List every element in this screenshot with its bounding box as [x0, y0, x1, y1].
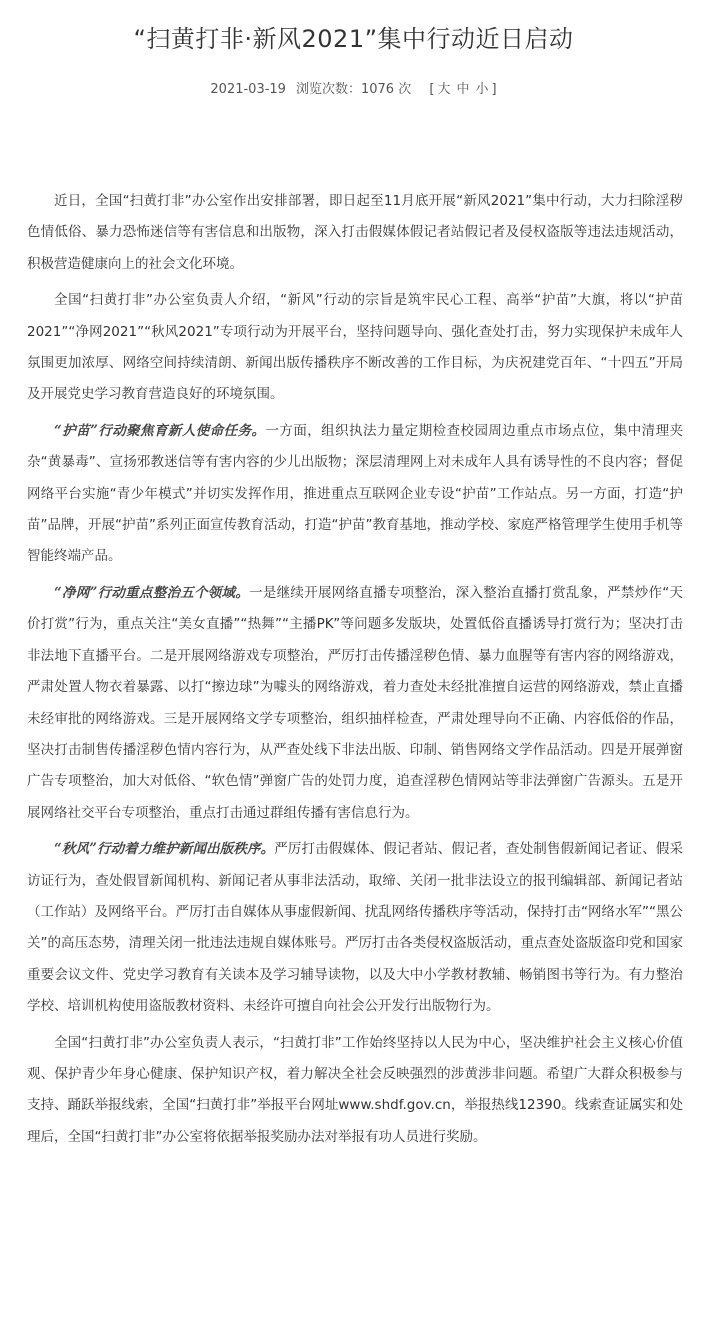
font-size-large-button[interactable]: 大: [437, 82, 451, 97]
paragraph-lead: “护苗”行动聚焦育新人使命任务。: [54, 422, 266, 439]
publish-date: 2021-03-19: [210, 82, 286, 97]
views-unit: 次: [398, 82, 412, 97]
paragraph: [27, 1028, 683, 1154]
font-size-control: [429, 80, 496, 100]
paragraph-text: 一方面，组织执法力量定期检查校园周边重点市场点位，集中清理夹杂“黄暴毒”、宣扬邪教迷信等有害内容的少儿出版物；深层清理网上对未成年人具有诱导性的不良内容；督促网络平台实施“青少年模式”并切实发挥作用，推进重点互联网企业专设“护苗”工作站点。另一方面，打造“护苗”品牌，开展“护苗”系列正面宣传教育活动，打造“护苗”教育基地，推动学校、家庭严格管理学生使用手机等智能终端产品。: [27, 422, 683, 565]
article-title: “扫黄打非·新风2021”集中行动近日启动: [133, 25, 574, 53]
paragraph: [27, 834, 683, 1022]
font-size-medium-button[interactable]: 中: [456, 82, 470, 97]
paragraph: [27, 416, 683, 573]
article-meta: [0, 80, 707, 100]
paragraph-text: 严厉打击假媒体、假记者站、假记者，查处制售假新闻记者证、假采访证行为，查处假冒新闻机构、新闻记者从事非法活动，取缔、关闭一批非法设立的报刊编辑部、新闻记者站（工作站）及网络平台。严厉打击自媒体从事虚假新闻、扰乱网络传播秩序等活动，保持打击“网络水军”“黑公关”的高压态势，清理关闭一批违法违规自媒体账号。严厉打击各类侵权盗版活动，重点查处盗版盗印党和国家重要会议文件、党史学习教育有关读本及学习辅导读物，以及大中小学教材教辅、畅销图书等行为。有力整治学校、培训机构使用盗版教材资料、未经许可擅自向社会公开发行出版物行为。: [27, 841, 684, 1015]
views-count: 1076: [360, 82, 395, 97]
views-label: 浏览次数：: [295, 82, 361, 97]
paragraph-lead: “净网”行动重点整治五个领域。: [54, 584, 250, 601]
paragraph: [27, 285, 683, 411]
font-size-small-button[interactable]: 小: [475, 82, 489, 97]
paragraph-text: 近日，全国“扫黄打非”办公室作出安排部署，即日起至11月底开展“新风2021”集中行动，大力扫除淫秽色情低俗、暴力恐怖迷信等有害信息和出版物，深入打击假媒体假记者站假记者及侵权盗版等违法违规活动，积极营造健康向上的社会文化环境。: [27, 193, 683, 272]
paragraph: [27, 186, 683, 280]
paragraph-text: 全国“扫黄打非”办公室负责人介绍，“新风”行动的宗旨是筑牢民心工程、高举“护苗”大旗，将以“护苗2021”“净网2021”“秋风2021”专项行动为开展平台，坚持问题导向、强化查处打击，努力实现保护未成年人氛围更加浓厚、网络空间持续清朗、新闻出版传播秩序不断改善的工作目标，为庆祝建党百年、“十四五”开局及开展党史学习教育营造良好的环境氛围。: [27, 292, 683, 403]
font-size-bracket-open: [: [429, 82, 435, 97]
paragraph-lead: “秋风”行动着力维护新闻出版秩序。: [54, 841, 275, 858]
paragraph-text: 全国“扫黄打非”办公室负责人表示，“扫黄打非”工作始终坚持以人民为中心，坚决维护社会主义核心价值观、保护青少年身心健康、保护知识产权，着力解决全社会反映强烈的涉黄涉非问题。希望广大群众积极参与支持、踊跃举报线索，全国“扫黄打非”举报平台网址www.shdf.gov.cn，举报热线12390。线索查证属实和处理后，全国“扫黄打非”办公室将依据举报奖励办法对举报有功人员进行奖励。: [27, 1034, 683, 1145]
paragraph-text: 一是继续开展网络直播专项整治，深入整治直播打赏乱象，严禁炒作“天价打赏”行为，重点关注“美女直播”“热舞”“主播PK”等问题多发版块，处置低俗直播诱导打赏行为；坚决打击非法地下直播平台。二是开展网络游戏专项整治，严厉打击传播淫秽色情、暴力血腥等有害内容的网络游戏，严肃处置人物衣着暴露、以打“擦边球”为噱头的网络游戏，着力查处未经批准擅自运营的网络游戏，禁止直播未经审批的网络游戏。三是开展网络文学专项整治，组织抽样检查，严肃处理导向不正确、内容低俗的作品，坚决打击制售传播淫秽色情内容行为，从严查处线下非法出版、印制、销售网络文学作品活动。四是开展弹窗广告专项整治，加大对低俗、“软色情”弹窗广告的处罚力度，追查淫秽色情网站等非法弹窗广告源头。五是开展网络社交平台专项整治，重点打击通过群组传播有害信息行为。: [27, 584, 684, 821]
paragraph: [27, 578, 683, 829]
article-body: [27, 186, 683, 1158]
font-size-bracket-close: ]: [491, 82, 497, 97]
